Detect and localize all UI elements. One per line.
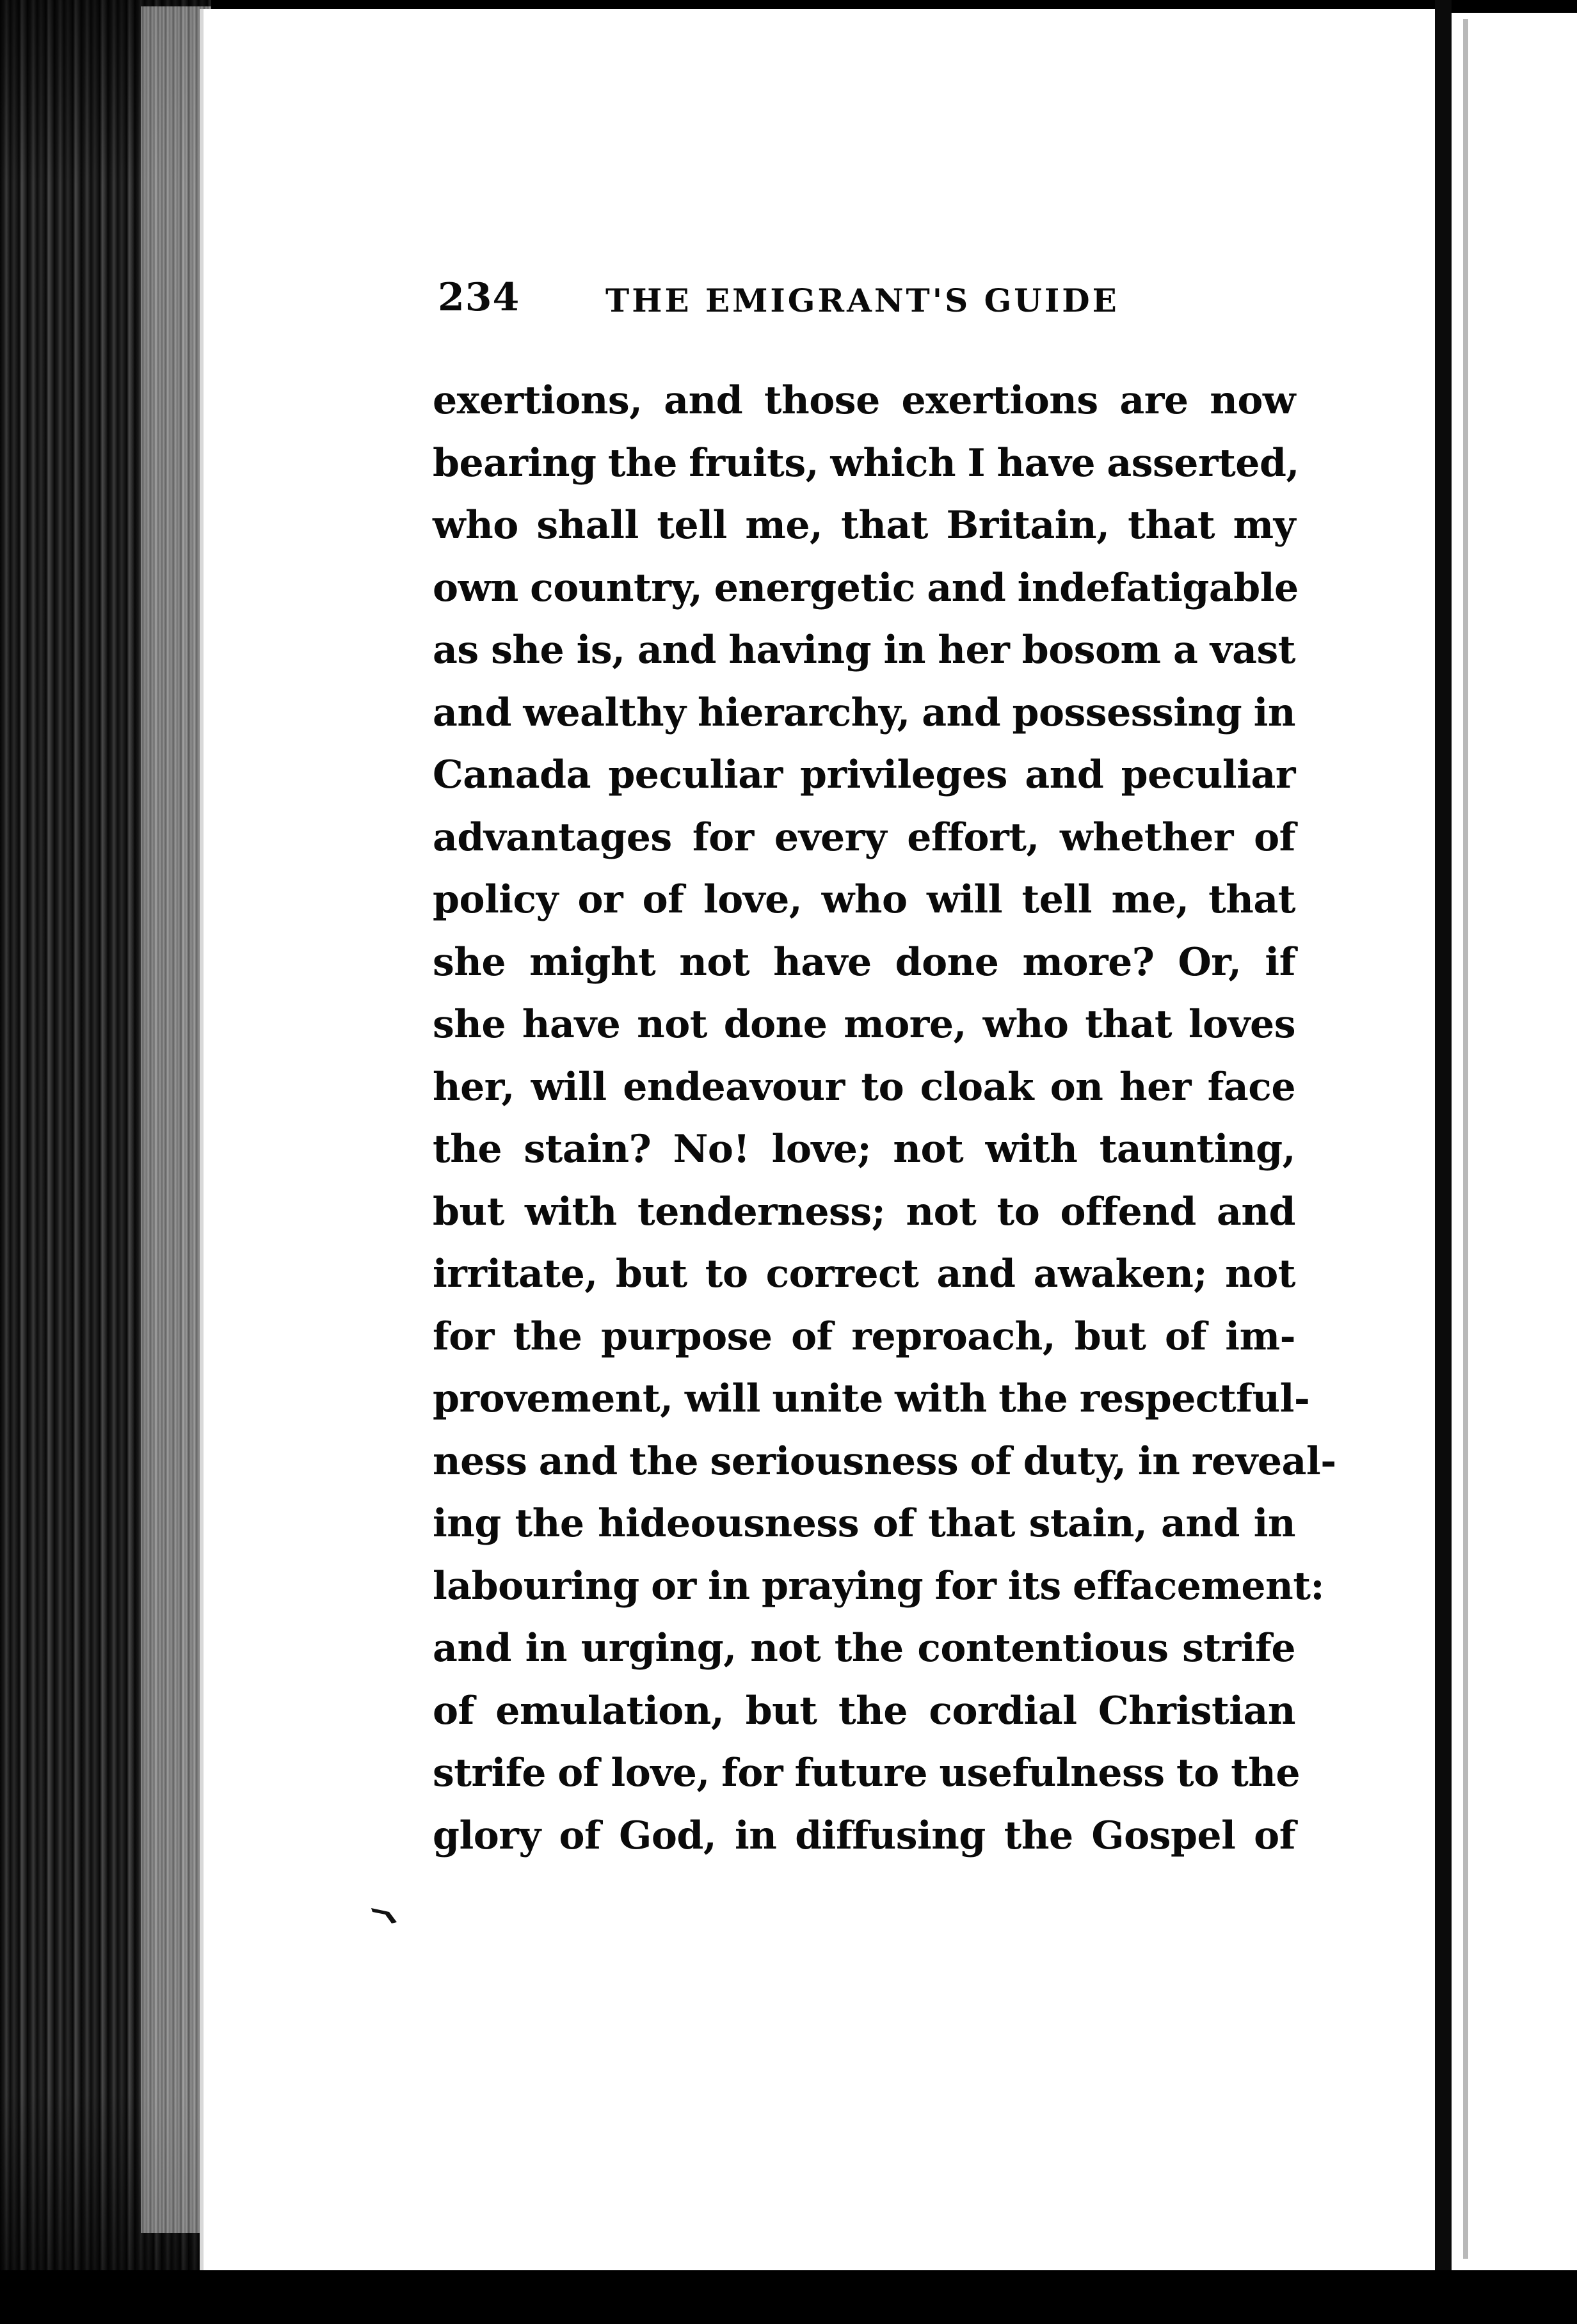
text-line: and wealthy hierarchy, and possessing in	[433, 690, 1295, 735]
text-line: Canada peculiar privileges and peculiar	[433, 752, 1295, 797]
page-edges	[141, 6, 211, 2233]
text-line: exertions, and those exertions are now	[433, 378, 1295, 423]
text-line: the stain? No! love; not with taunting,	[433, 1127, 1295, 1172]
text-line: and in urging, not the contentious strife	[433, 1626, 1295, 1671]
text-line: for the purpose of reproach, but of im-	[433, 1314, 1295, 1359]
text-line: advantages for every effort, whether of	[433, 815, 1295, 860]
scan-border	[0, 2270, 1577, 2324]
text-line: of emulation, but the cordial Christian	[433, 1688, 1295, 1733]
text-line: own country, energetic and indefatigable	[433, 565, 1299, 610]
facing-page-edge	[1452, 13, 1577, 2272]
running-head-title: THE EMIGRANT'S GUIDE	[605, 282, 1119, 319]
text-line: provement, will unite with the respectful-	[433, 1376, 1310, 1421]
text-line: but with tenderness; not to offend and	[433, 1189, 1295, 1234]
running-head	[438, 275, 1295, 326]
text-line: strife of love, for future usefulness to the	[433, 1751, 1301, 1795]
text-line: ness and the seriousness of duty, in reveal-	[433, 1438, 1336, 1484]
text-line: labouring or in praying for its effacement:	[433, 1563, 1325, 1609]
text-line: irritate, but to correct and awaken; not	[433, 1252, 1295, 1296]
page-gutter	[1435, 0, 1452, 2278]
ink-mark-icon	[370, 1906, 399, 1925]
facing-page-shadow	[1463, 19, 1468, 2259]
text-line: ing the hideousness of that stain, and in	[433, 1501, 1295, 1546]
text-line: she might not have done more? Or, if	[433, 939, 1295, 985]
text-line: her, will endeavour to cloak on her face	[433, 1064, 1295, 1110]
text-line: glory of God, in diffusing the Gospel of	[433, 1813, 1295, 1858]
page-number: 234	[438, 275, 520, 320]
text-line: as she is, and having in her bosom a vast	[433, 628, 1295, 673]
text-line: who shall tell me, that Britain, that my	[433, 503, 1295, 548]
text-line: she have not done more, who that loves	[433, 1002, 1295, 1047]
body-text	[433, 370, 1336, 1867]
text-line: bearing the fruits, which I have asserted,	[433, 440, 1299, 486]
text-line: policy or of love, who will tell me, that	[433, 877, 1295, 922]
